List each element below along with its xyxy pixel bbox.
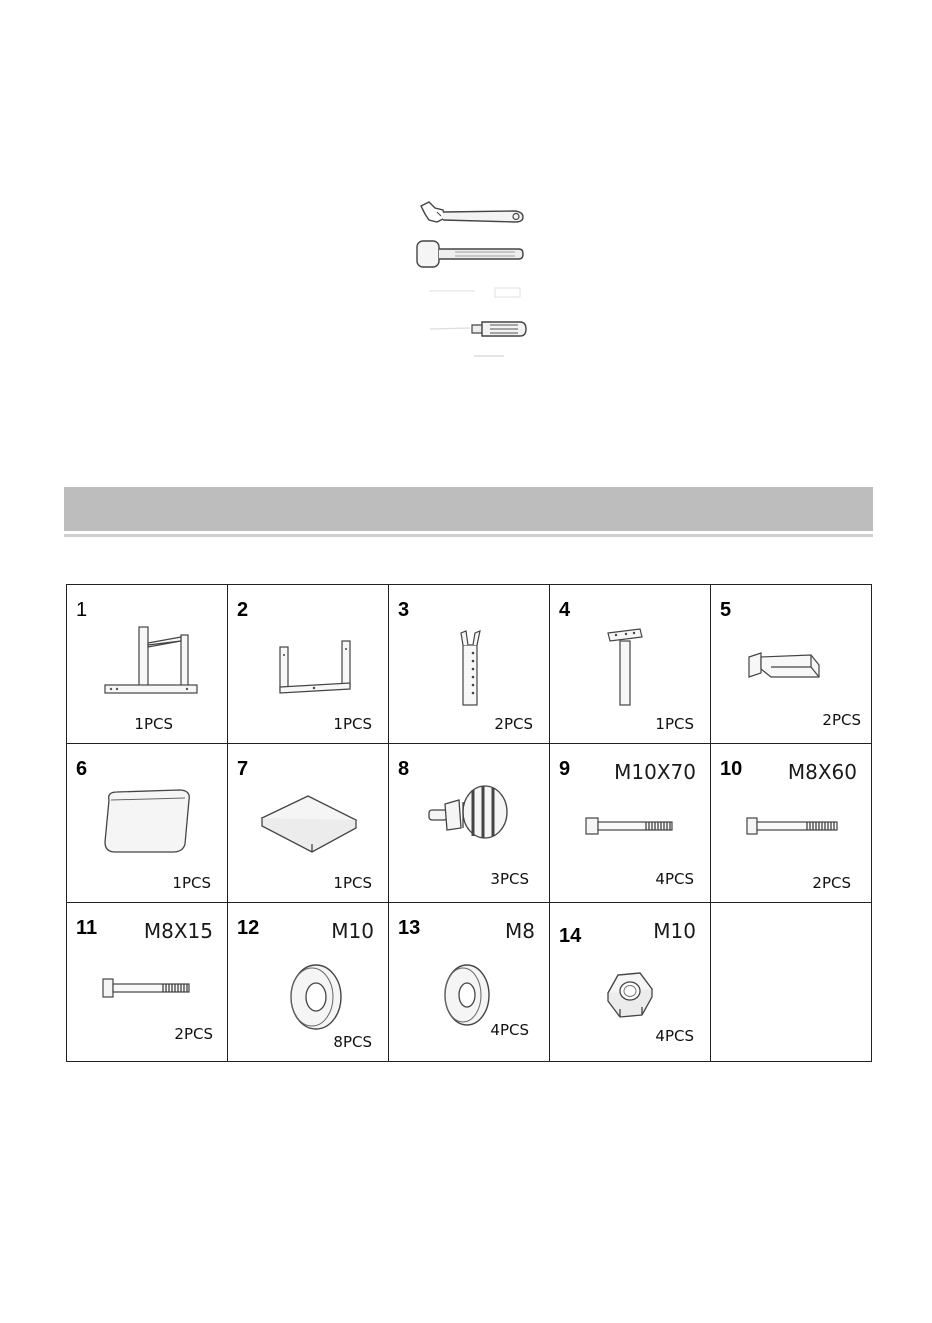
part-cell xyxy=(228,903,389,1062)
part-number: 3 xyxy=(398,599,410,621)
faded-bit-icon xyxy=(470,350,510,364)
part-quantity: 2PCS xyxy=(494,715,533,733)
part-cell xyxy=(67,585,228,744)
part-number: 1 xyxy=(76,599,88,621)
part-quantity: 4PCS xyxy=(490,1021,529,1039)
section-header-bar xyxy=(64,487,873,531)
part-spec: M10 xyxy=(653,919,696,943)
part-quantity: 4PCS xyxy=(655,870,694,888)
part-cell xyxy=(389,744,550,903)
empty-cell xyxy=(711,903,872,1062)
part-cell xyxy=(711,585,872,744)
part-number: 8 xyxy=(398,758,410,780)
part-number: 4 xyxy=(559,599,571,621)
table-row xyxy=(67,744,872,903)
part-number: 6 xyxy=(76,758,88,780)
part-number: 10 xyxy=(720,758,743,780)
part-quantity: 2PCS xyxy=(822,711,861,729)
part-number: 7 xyxy=(237,758,249,780)
table-row xyxy=(67,585,872,744)
parts-list-table xyxy=(66,584,872,1062)
part-spec: M10 xyxy=(331,919,374,943)
part-number: 12 xyxy=(237,917,260,939)
part-spec: M8 xyxy=(505,919,535,943)
part-cell xyxy=(389,585,550,744)
part-quantity: 1PCS xyxy=(134,715,173,733)
part-number: 13 xyxy=(398,917,421,939)
section-divider xyxy=(64,534,873,537)
part-cell xyxy=(550,903,711,1062)
screwdriver-icon xyxy=(420,315,530,343)
part-quantity: 1PCS xyxy=(655,715,694,733)
part-cell xyxy=(228,744,389,903)
part-quantity: 1PCS xyxy=(333,715,372,733)
part-quantity: 1PCS xyxy=(333,874,372,892)
part-quantity: 8PCS xyxy=(333,1033,372,1051)
part-spec: M10X70 xyxy=(614,760,696,784)
table-row xyxy=(67,903,872,1062)
part-number: 14 xyxy=(559,925,582,947)
part-number: 2 xyxy=(237,599,249,621)
rubber-mallet-icon xyxy=(415,235,525,275)
part-quantity: 2PCS xyxy=(812,874,851,892)
part-cell xyxy=(67,903,228,1062)
part-cell xyxy=(550,744,711,903)
part-spec: M8X60 xyxy=(787,760,857,784)
part-cell xyxy=(228,585,389,744)
part-number: 11 xyxy=(76,917,98,939)
part-number: 9 xyxy=(559,758,571,780)
adjustable-wrench-icon xyxy=(415,200,525,230)
part-number: 5 xyxy=(720,599,732,621)
part-spec: M8X15 xyxy=(143,919,213,943)
part-quantity: 4PCS xyxy=(655,1027,694,1045)
part-quantity: 1PCS xyxy=(172,874,211,892)
part-quantity: 3PCS xyxy=(490,870,529,888)
part-cell xyxy=(67,744,228,903)
part-cell xyxy=(389,903,550,1062)
part-cell xyxy=(711,744,872,903)
faded-tool-icon xyxy=(425,283,525,301)
part-quantity: 2PCS xyxy=(174,1025,213,1043)
tools-illustration xyxy=(405,195,540,370)
part-cell xyxy=(550,585,711,744)
